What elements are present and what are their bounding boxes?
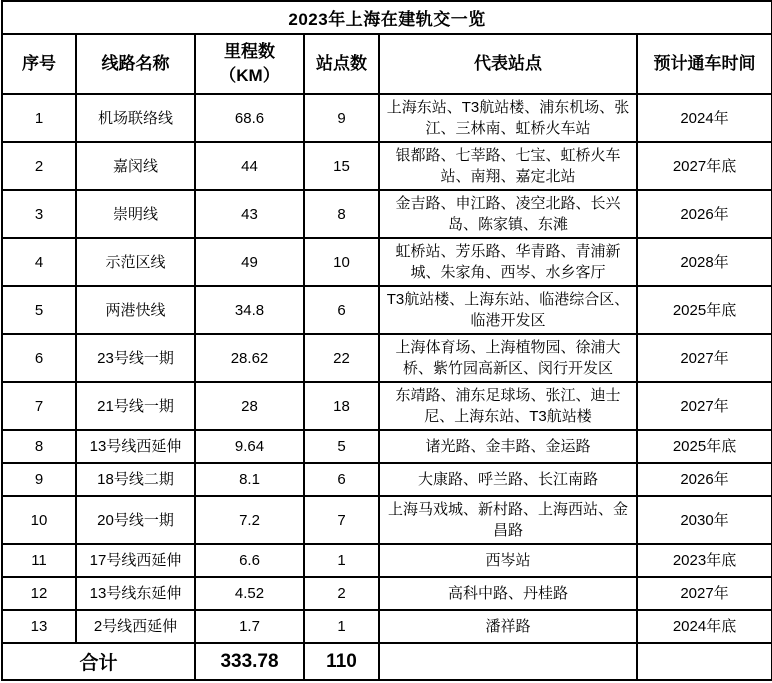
row-station-count: 8 (304, 190, 379, 238)
row-station-count: 2 (304, 577, 379, 610)
metro-construction-table (1, 0, 772, 681)
row-seq: 11 (2, 544, 76, 577)
row-line-name: 18号线二期 (76, 463, 195, 496)
row-km: 28 (195, 382, 304, 430)
col-header-line-name: 线路名称 (76, 34, 195, 94)
row-km: 68.6 (195, 94, 304, 142)
row-open-date: 2024年底 (637, 610, 772, 643)
col-header-seq: 序号 (2, 34, 76, 94)
row-key-stations: 潘祥路 (379, 610, 637, 643)
row-km: 4.52 (195, 577, 304, 610)
row-key-stations: 虹桥站、芳乐路、华青路、青浦新城、朱家角、西岑、水乡客厅 (379, 238, 637, 286)
row-km: 6.6 (195, 544, 304, 577)
row-station-count: 9 (304, 94, 379, 142)
row-open-date: 2026年 (637, 463, 772, 496)
row-open-date: 2027年 (637, 334, 772, 382)
row-key-stations: 上海体育场、上海植物园、徐浦大桥、紫竹园高新区、闵行开发区 (379, 334, 637, 382)
row-line-name: 机场联络线 (76, 94, 195, 142)
row-line-name: 两港快线 (76, 286, 195, 334)
row-key-stations: T3航站楼、上海东站、临港综合区、临港开发区 (379, 286, 637, 334)
row-open-date: 2027年 (637, 382, 772, 430)
col-header-open-date: 预计通车时间 (637, 34, 772, 94)
row-line-name: 20号线一期 (76, 496, 195, 544)
header-row (2, 34, 772, 94)
row-seq: 10 (2, 496, 76, 544)
row-line-name: 23号线一期 (76, 334, 195, 382)
table-row (2, 142, 772, 190)
row-line-name: 17号线西延伸 (76, 544, 195, 577)
row-seq: 3 (2, 190, 76, 238)
table-row (2, 334, 772, 382)
row-station-count: 22 (304, 334, 379, 382)
total-stops-empty (379, 643, 637, 680)
table-row (2, 610, 772, 643)
row-open-date: 2023年底 (637, 544, 772, 577)
row-km: 9.64 (195, 430, 304, 463)
row-open-date: 2027年 (637, 577, 772, 610)
title-row (2, 1, 772, 34)
row-open-date: 2024年 (637, 94, 772, 142)
row-open-date: 2028年 (637, 238, 772, 286)
total-km: 333.78 (195, 643, 304, 680)
row-seq: 9 (2, 463, 76, 496)
total-row (2, 643, 772, 680)
row-seq: 1 (2, 94, 76, 142)
row-station-count: 6 (304, 463, 379, 496)
row-open-date: 2025年底 (637, 430, 772, 463)
total-stations: 110 (304, 643, 379, 680)
table-body (2, 94, 772, 643)
table-row (2, 430, 772, 463)
row-line-name: 示范区线 (76, 238, 195, 286)
row-seq: 5 (2, 286, 76, 334)
col-header-station-count: 站点数 (304, 34, 379, 94)
row-km: 43 (195, 190, 304, 238)
row-open-date: 2026年 (637, 190, 772, 238)
total-label: 合计 (2, 643, 195, 680)
row-key-stations: 上海马戏城、新村路、上海西站、金昌路 (379, 496, 637, 544)
row-km: 34.8 (195, 286, 304, 334)
row-station-count: 1 (304, 610, 379, 643)
row-seq: 8 (2, 430, 76, 463)
row-km: 8.1 (195, 463, 304, 496)
row-line-name: 嘉闵线 (76, 142, 195, 190)
row-line-name: 13号线东延伸 (76, 577, 195, 610)
row-line-name: 21号线一期 (76, 382, 195, 430)
row-key-stations: 东靖路、浦东足球场、张江、迪士尼、上海东站、T3航站楼 (379, 382, 637, 430)
row-seq: 12 (2, 577, 76, 610)
table-row (2, 238, 772, 286)
row-station-count: 10 (304, 238, 379, 286)
page-title: 2023年上海在建轨交一览 (2, 1, 772, 34)
row-km: 1.7 (195, 610, 304, 643)
row-km: 44 (195, 142, 304, 190)
row-station-count: 15 (304, 142, 379, 190)
row-open-date: 2027年底 (637, 142, 772, 190)
row-station-count: 1 (304, 544, 379, 577)
table-row (2, 286, 772, 334)
row-station-count: 5 (304, 430, 379, 463)
row-km: 7.2 (195, 496, 304, 544)
row-seq: 2 (2, 142, 76, 190)
row-station-count: 6 (304, 286, 379, 334)
row-line-name: 崇明线 (76, 190, 195, 238)
table-row (2, 544, 772, 577)
row-key-stations: 大康路、呼兰路、长江南路 (379, 463, 637, 496)
table-row (2, 382, 772, 430)
row-key-stations: 银都路、七莘路、七宝、虹桥火车站、南翔、嘉定北站 (379, 142, 637, 190)
row-line-name: 2号线西延伸 (76, 610, 195, 643)
row-seq: 4 (2, 238, 76, 286)
row-station-count: 18 (304, 382, 379, 430)
table-row (2, 463, 772, 496)
table-row (2, 190, 772, 238)
row-key-stations: 上海东站、T3航站楼、浦东机场、张江、三林南、虹桥火车站 (379, 94, 637, 142)
table-row (2, 496, 772, 544)
row-seq: 7 (2, 382, 76, 430)
col-header-mileage: 里程数 （KM） (195, 34, 304, 94)
row-open-date: 2025年底 (637, 286, 772, 334)
row-km: 28.62 (195, 334, 304, 382)
row-key-stations: 诸光路、金丰路、金运路 (379, 430, 637, 463)
table-row (2, 577, 772, 610)
row-seq: 13 (2, 610, 76, 643)
col-header-key-stations: 代表站点 (379, 34, 637, 94)
row-key-stations: 金吉路、申江路、凌空北路、长兴岛、陈家镇、东滩 (379, 190, 637, 238)
row-seq: 6 (2, 334, 76, 382)
row-km: 49 (195, 238, 304, 286)
table-row (2, 94, 772, 142)
row-key-stations: 西岑站 (379, 544, 637, 577)
row-key-stations: 高科中路、丹桂路 (379, 577, 637, 610)
total-open-empty (637, 643, 772, 680)
row-open-date: 2030年 (637, 496, 772, 544)
row-station-count: 7 (304, 496, 379, 544)
row-line-name: 13号线西延伸 (76, 430, 195, 463)
